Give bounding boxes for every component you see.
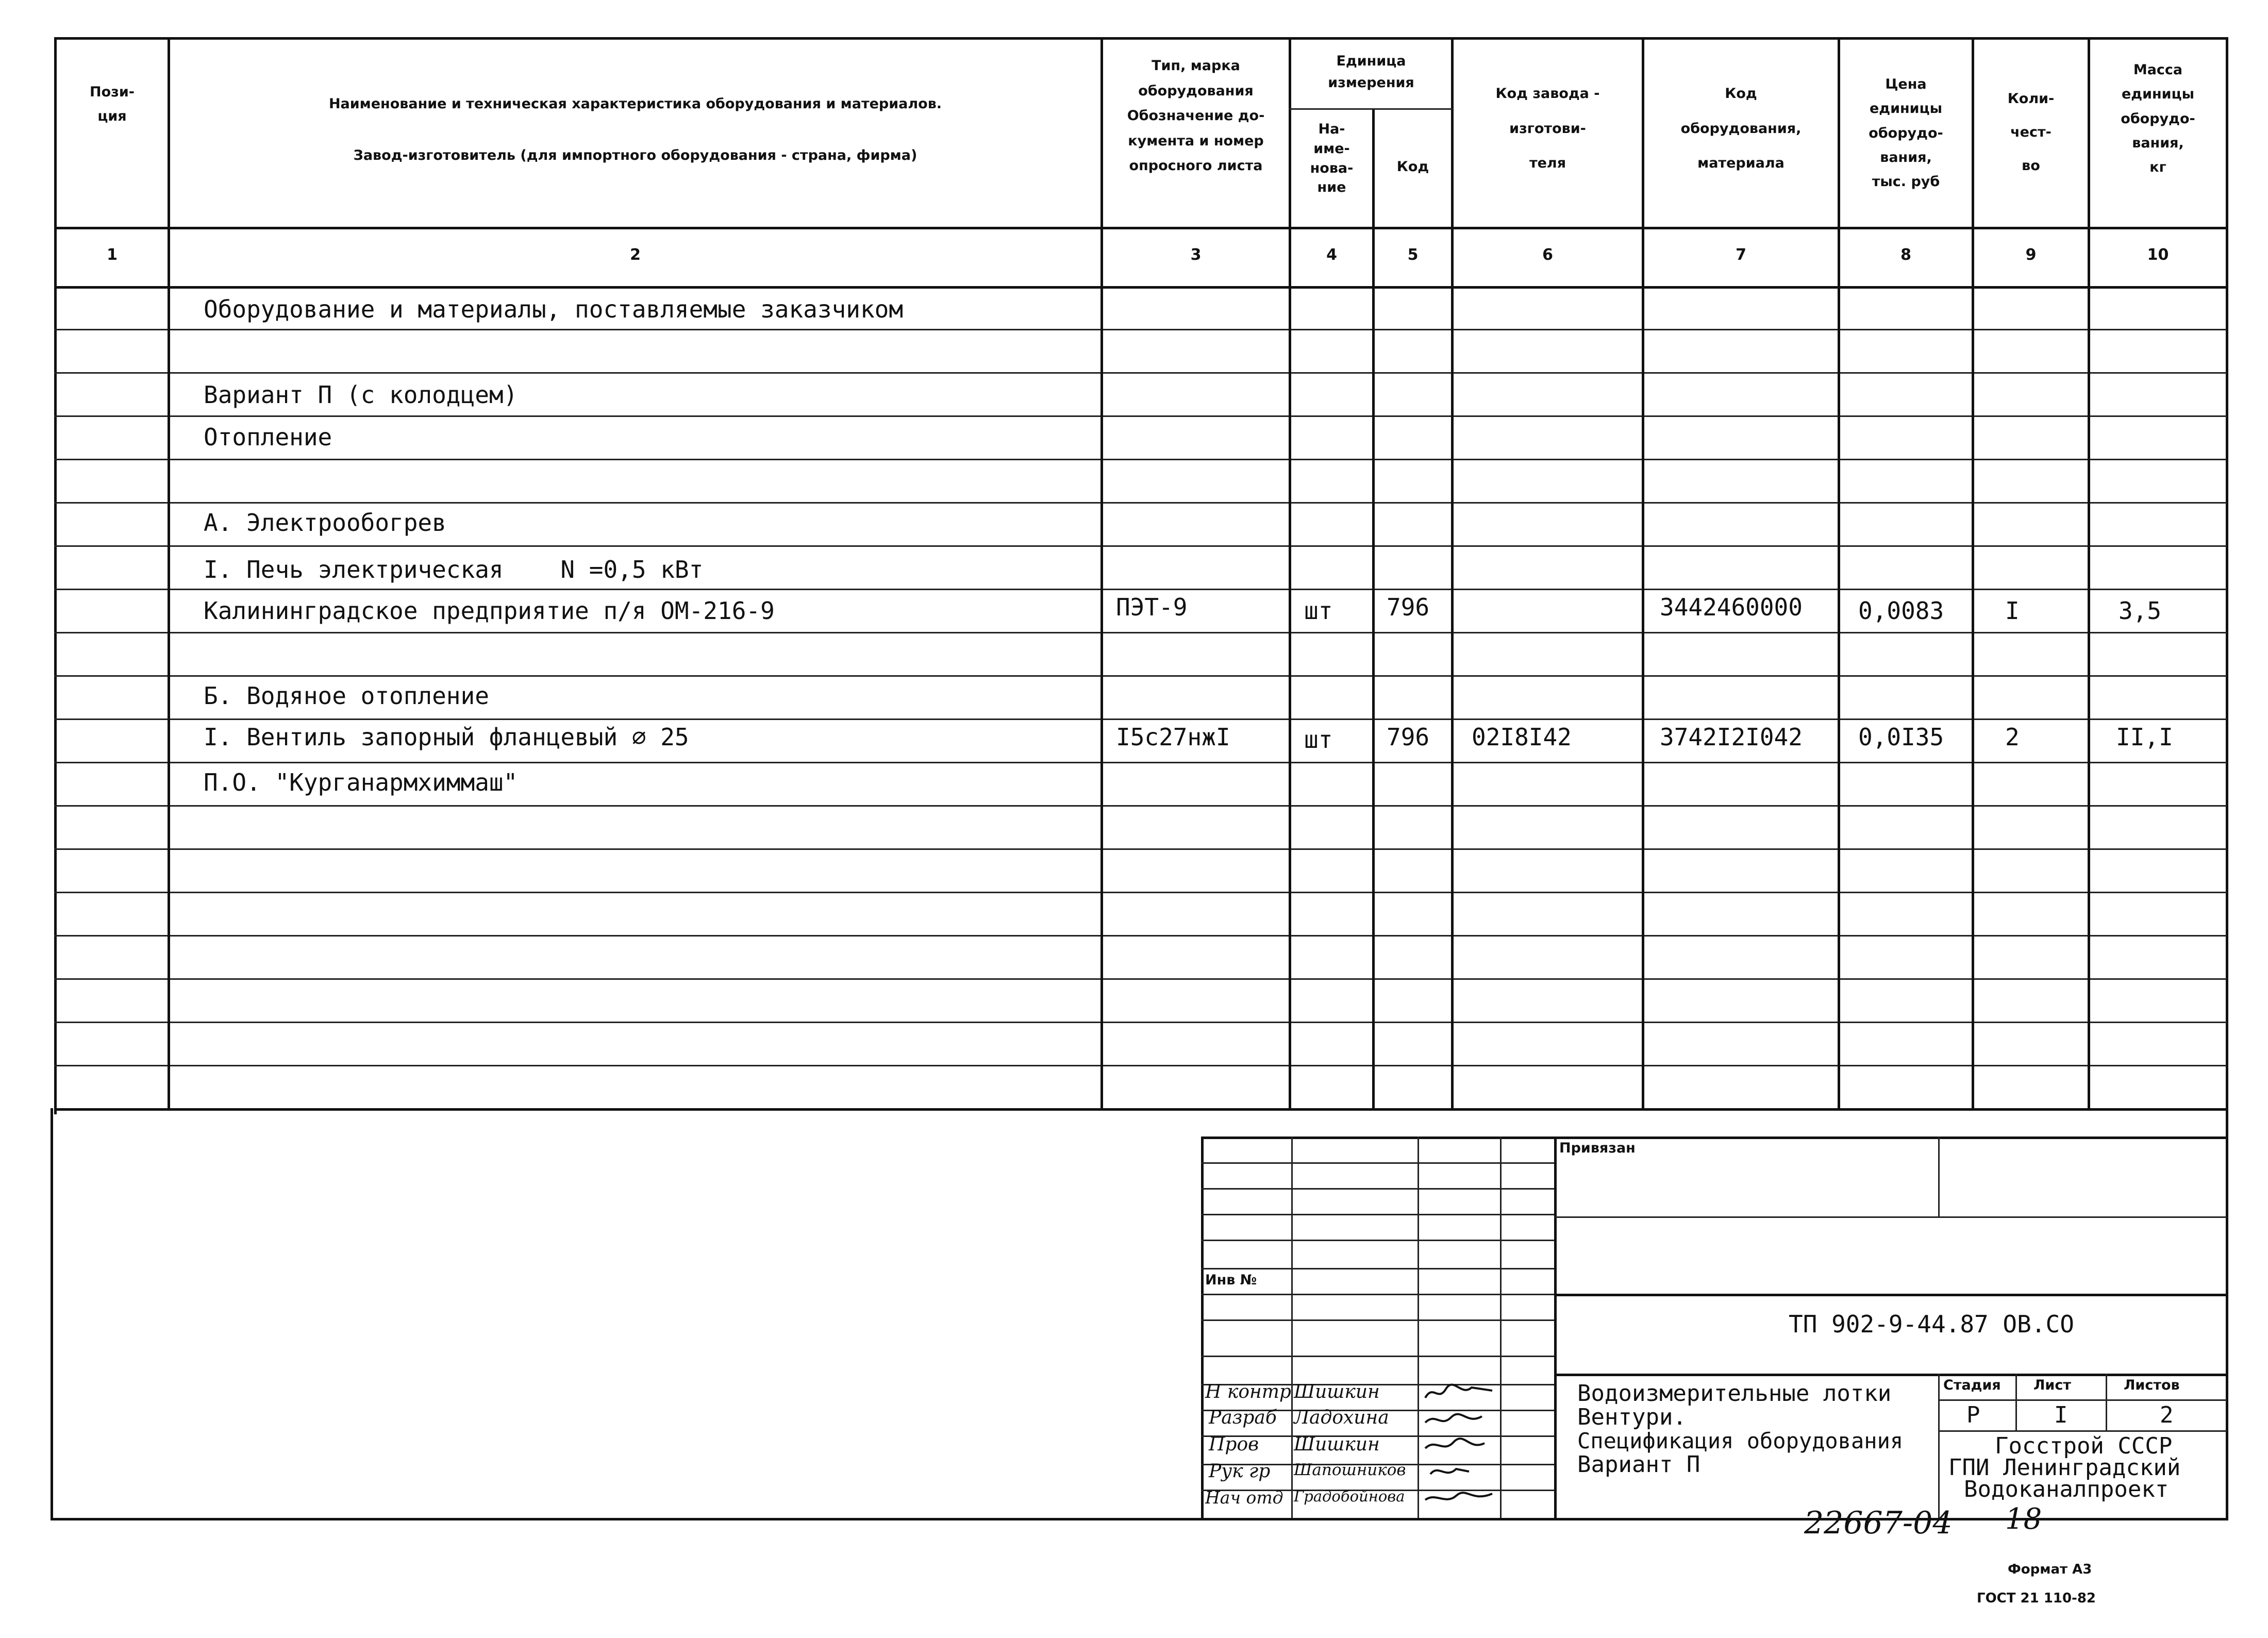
role-label: Рук гр bbox=[1209, 1461, 1271, 1482]
header-equip-code: Код оборудования, материала bbox=[1680, 86, 1802, 171]
row-unit: шт bbox=[1304, 597, 1333, 625]
row-factory-code: 02I8I42 bbox=[1472, 723, 1572, 751]
role-label: Н контр bbox=[1205, 1381, 1291, 1402]
row-unit-code: 796 bbox=[1387, 723, 1430, 751]
description-line: Вариант П bbox=[1577, 1451, 1700, 1478]
column-number: 3 bbox=[1190, 246, 1202, 264]
row-quantity: 2 bbox=[2005, 723, 2020, 751]
archive-page: 18 bbox=[2005, 1502, 2042, 1536]
column-number: 4 bbox=[1326, 246, 1337, 264]
row-name: Отопление bbox=[204, 423, 332, 451]
row-name: Калининградское предприятие п/я ОМ-216-9 bbox=[204, 597, 775, 625]
header-price: Цена единицы оборудо- вания, тыс. руб bbox=[1869, 76, 1943, 190]
organization-line: Госстрой СССР bbox=[1995, 1433, 2173, 1459]
column-number: 6 bbox=[1542, 246, 1553, 264]
sheet-label: Лист bbox=[2033, 1377, 2071, 1393]
column-number: 9 bbox=[2025, 246, 2037, 264]
header-name-line2: Завод-изготовитель (для импортного оборудования - страна, фирма) bbox=[353, 147, 918, 163]
row-name: Б. Водяное отопление bbox=[204, 682, 489, 710]
signature-scribbles bbox=[1420, 1381, 1497, 1515]
row-name: Оборудование и материалы, поставляемые заказчиком bbox=[204, 295, 904, 323]
column-number: 1 bbox=[107, 246, 118, 264]
column-number: 7 bbox=[1736, 246, 1746, 264]
role-label: Нач отд bbox=[1205, 1487, 1283, 1508]
archive-number: 22667-04 bbox=[1804, 1505, 1953, 1541]
gost-label: ГОСТ 21 110-82 bbox=[1977, 1591, 2096, 1606]
organization-line: Водоканалпроект bbox=[1964, 1476, 2169, 1502]
row-mass: 3,5 bbox=[2119, 597, 2162, 625]
format-label: Формат А3 bbox=[2008, 1562, 2092, 1577]
row-equip-code: 3742I2I042 bbox=[1660, 723, 1803, 751]
stage-label: Стадия bbox=[1943, 1377, 2001, 1393]
header-type: Тип, марка оборудования Обозначение до- кумента и номер опросного листа bbox=[1127, 58, 1265, 174]
document-code: ТП 902-9-44.87 ОВ.СО bbox=[1789, 1310, 2074, 1338]
person-name: Шапошников bbox=[1294, 1461, 1406, 1479]
privyazan-label: Привязан bbox=[1559, 1140, 1636, 1156]
role-label: Разраб bbox=[1209, 1407, 1277, 1428]
row-unit-code: 796 bbox=[1387, 593, 1430, 621]
header-unit-name: На- име- нова- ние bbox=[1310, 121, 1354, 196]
description-line: Спецификация оборудования bbox=[1577, 1428, 1904, 1453]
person-name: Градобойнова bbox=[1294, 1487, 1405, 1505]
row-name: I. Печь электрическая N =0,5 кВт bbox=[204, 556, 704, 583]
row-name: П.О. "Курганармхиммаш" bbox=[204, 768, 518, 796]
sheets-label: Листов bbox=[2124, 1377, 2180, 1393]
organization-line: ГПИ Ленинградский bbox=[1948, 1455, 2181, 1481]
header-unit-code: Код bbox=[1396, 159, 1429, 175]
header-name-line1: Наименование и техническая характеристика оборудования и материалов. bbox=[328, 96, 942, 112]
column-number: 5 bbox=[1407, 246, 1419, 264]
description-line: Вентури. bbox=[1577, 1404, 1687, 1430]
column-number: 8 bbox=[1900, 246, 1911, 264]
person-name: Ладохина bbox=[1294, 1407, 1389, 1428]
person-name: Шишкин bbox=[1294, 1434, 1380, 1455]
header-unit: Единица измерения bbox=[1328, 53, 1414, 91]
role-label: Пров bbox=[1209, 1434, 1259, 1455]
row-name: Вариант П (с колодцем) bbox=[204, 381, 518, 409]
row-quantity: I bbox=[2005, 597, 2020, 625]
column-number: 2 bbox=[630, 246, 641, 264]
column-number: 10 bbox=[2147, 246, 2169, 264]
row-mass: II,I bbox=[2116, 723, 2173, 751]
inventory-number-label: Инв № bbox=[1205, 1272, 1257, 1288]
header-factory-code: Код завода - изготови- теля bbox=[1495, 86, 1600, 171]
row-unit: шт bbox=[1304, 726, 1333, 754]
sheets-value: 2 bbox=[2160, 1402, 2174, 1428]
row-price: 0,0I35 bbox=[1858, 723, 1944, 751]
person-name: Шишкин bbox=[1294, 1381, 1380, 1402]
header-quantity: Коли- чест- во bbox=[2007, 91, 2055, 174]
header-mass: Масса единицы оборудо- вания, кг bbox=[2121, 62, 2195, 175]
row-type: ПЭТ-9 bbox=[1116, 593, 1188, 621]
header-position: Пози- ция bbox=[90, 84, 135, 125]
row-type: I5с27нжI bbox=[1116, 723, 1230, 751]
row-equip-code: 3442460000 bbox=[1660, 593, 1803, 621]
row-price: 0,0083 bbox=[1858, 597, 1944, 625]
description-line: Водоизмерительные лотки bbox=[1577, 1380, 1892, 1407]
sheet-value: I bbox=[2054, 1402, 2068, 1428]
row-name: I. Вентиль запорный фланцевый ∅ 25 bbox=[204, 723, 689, 751]
row-name: А. Электрообогрев bbox=[204, 509, 446, 537]
stage-value: Р bbox=[1966, 1402, 1980, 1428]
